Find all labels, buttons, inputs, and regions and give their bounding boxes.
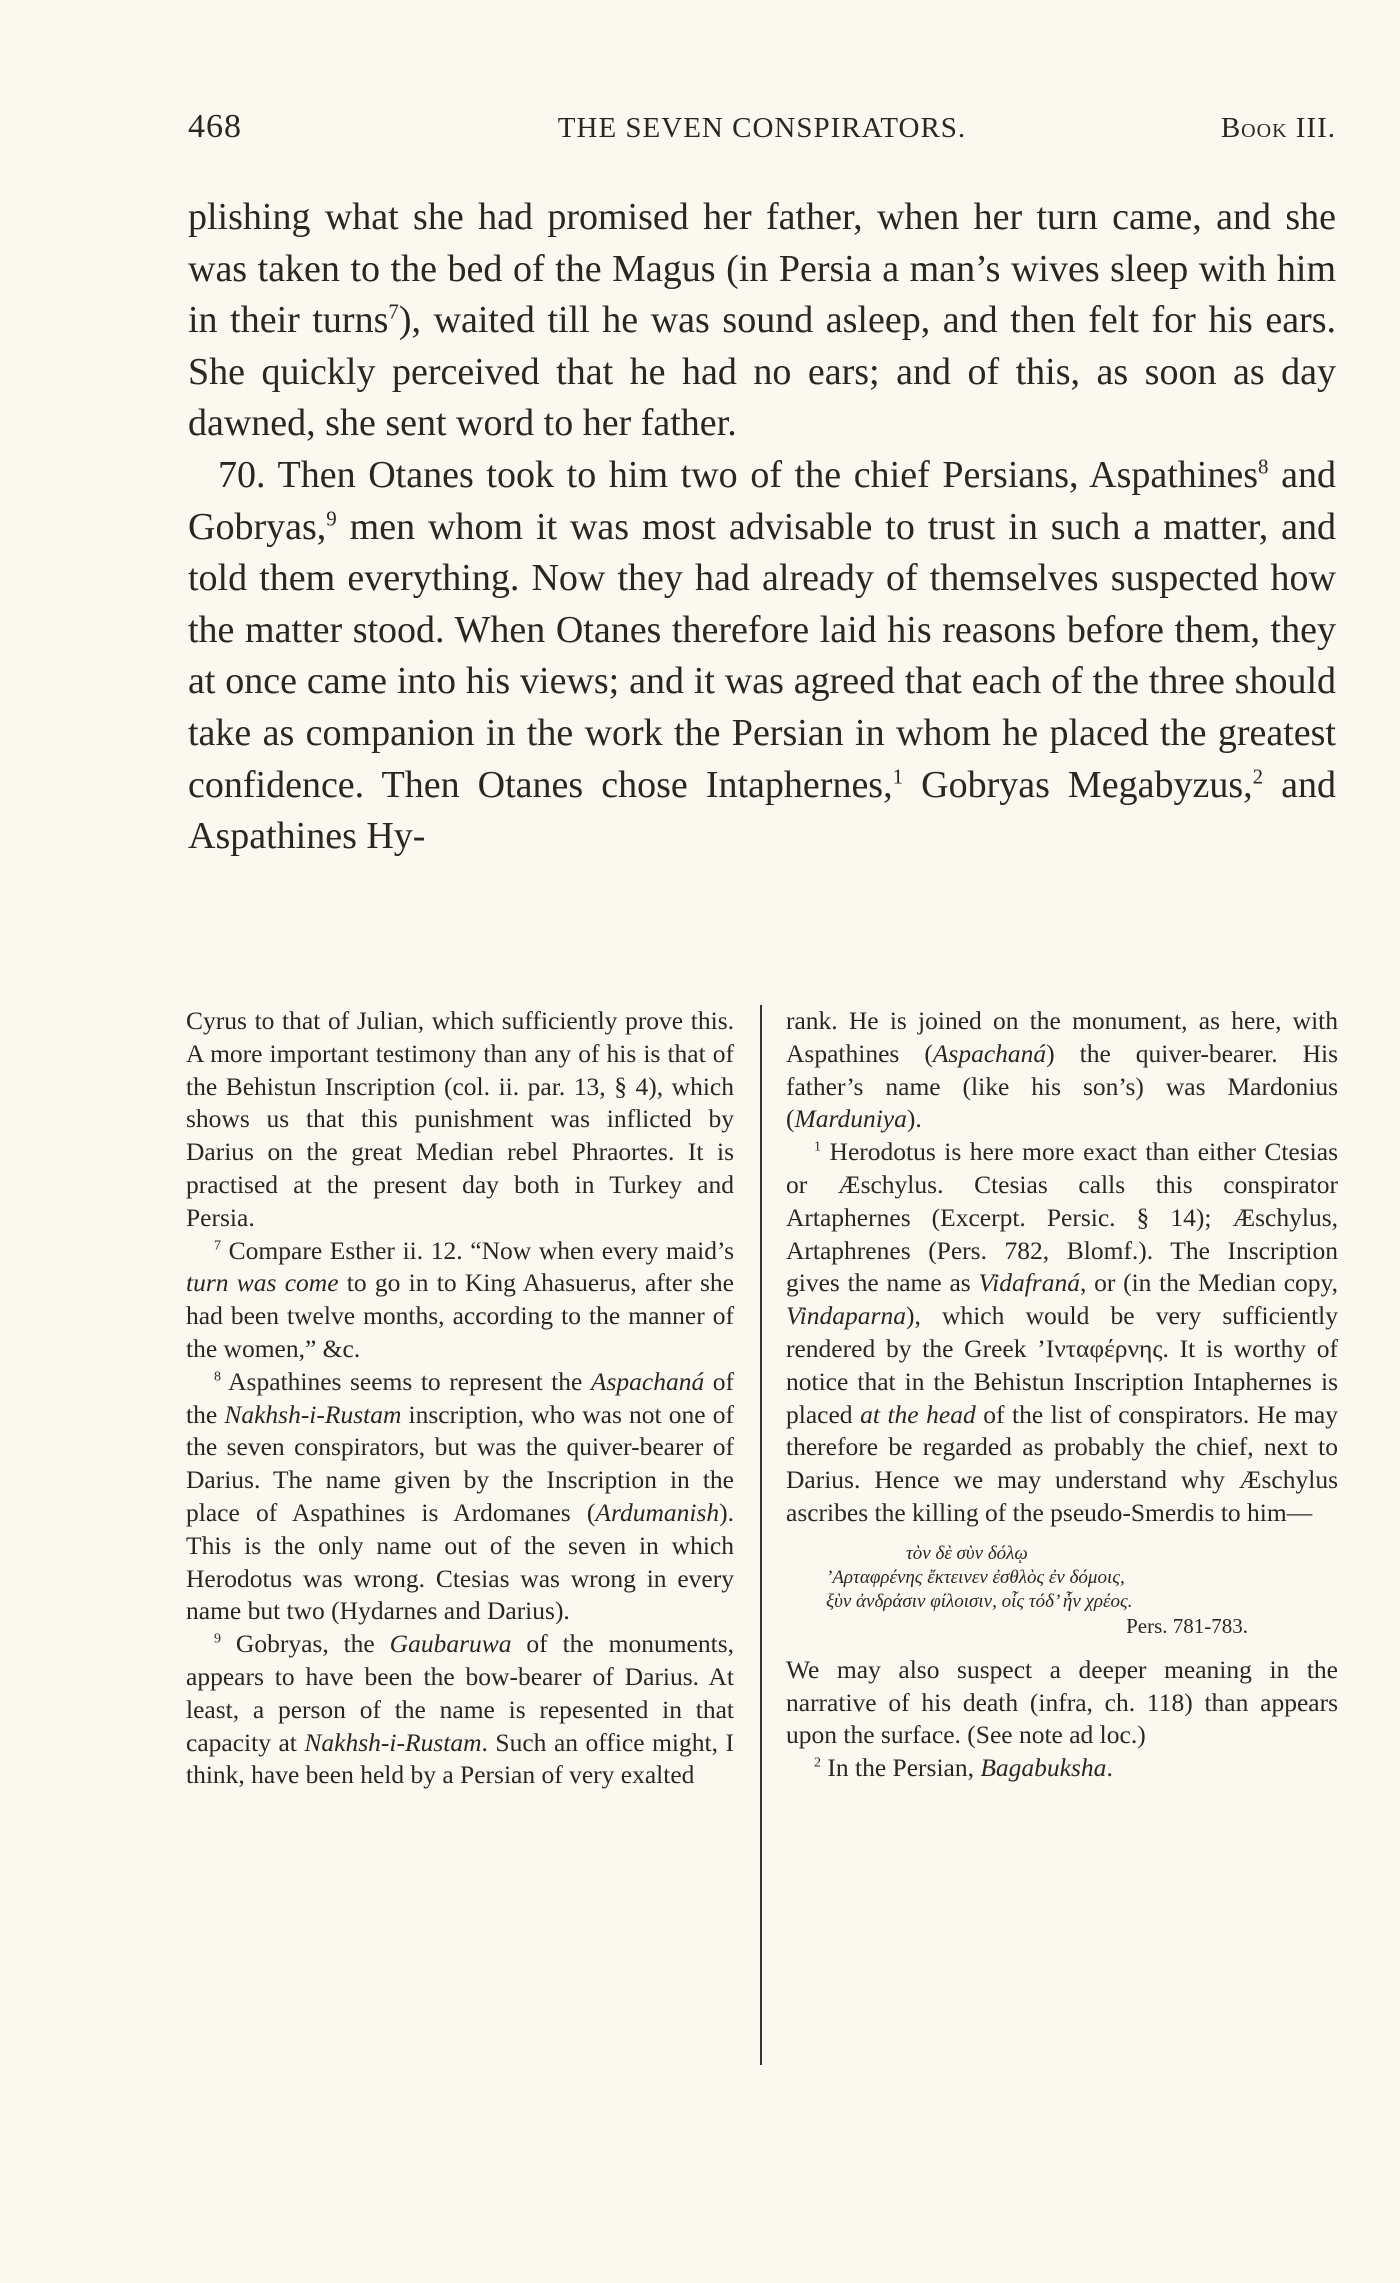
book-label: Book III. — [1220, 112, 1336, 144]
footnotes-left-column — [186, 1005, 734, 1792]
running-title: THE SEVEN CONSPIRATORS. — [557, 112, 967, 144]
footnote-ref-9: 9 — [326, 505, 337, 530]
footnotes-right-column — [786, 1005, 1338, 1785]
running-header — [188, 108, 1336, 152]
footnote-1: $^1$ Herodotus is here more exact than either Ctesias or Æschylus. Ctesias calls this conspirator Artaphernes (Excerpt. Persic. § 14); Æschylus, Artaphrenes (Pers. 782, Blomf.). The Inscription gives the name as Vidafraná, or (in the Median copy, Vindaparna), which would be very sufficiently rendered by the Greek ’Ινταφέρνης. It is worthy of notice that in the Behistun Inscription Intaphernes is placed at the head of the list of conspirators. He may therefore be regarded as probably the chief, next to Darius. Hence we may understand why Æschylus ascribes the killing of the pseudo-Smerdis to him— — [786, 1137, 1338, 1527]
footnotes — [186, 1005, 1338, 2065]
footnote-9: $^9$ Gobryas, the Gaubaruwa of the monuments, appears to have been the bow-bearer of Darius. At least, a person of the name is repesented in that capacity at Nakhsh-i-Rustam. Such an office might, I think, have been held by a Persian of very exalted — [186, 1629, 734, 1790]
greek-line-2: ’Αρταφρένης ἔκτεινεν ἐσθλὸς ἐν δόμοις, — [826, 1566, 1125, 1588]
footnote-2: $^2$ In the Persian, Bagabuksha. — [814, 1753, 1113, 1783]
paragraph-70: 70. Then Otanes took to him two of the chief Persians, Aspathines$^8$ and Gobryas,$^9$ men whom it was most advisable to trust in such a matter, and told them everything. Now they had already of themselves suspected how the matter stood. When Otanes therefore laid his reasons before them, they at once came into his views; and it was agreed that each of the three should take as companion in the work the Persian in whom he placed the greatest confidence. Then Otanes chose Intaphernes,$^1$ Gobryas Megabyzus,$^2$ and Aspathines Hy- — [188, 453, 1336, 858]
footnote-ref-8: 8 — [1258, 454, 1269, 479]
greek-line-3: ξὺν ἀνδράσιν φίλοισιν, οἷς τόδ’ ἦν χρέος. — [826, 1590, 1133, 1612]
page-number: 468 — [188, 108, 242, 145]
footnote-7: $^7$ Compare Esther ii. 12. “Now when every maid’s turn was come to go in to King Ahasuerus, after she had been twelve months, according to the manner of the women,” &c. — [186, 1235, 734, 1363]
greek-quotation — [826, 1542, 1338, 1638]
footnote-9-continued: rank. He is joined on the monument, as here, with Aspathines (Aspachaná) the quiver-bearer. His father’s name (like his son’s) was Mardonius (Marduniya). — [786, 1006, 1338, 1134]
column-divider — [760, 1005, 762, 2065]
main-text — [188, 192, 1336, 863]
footnote-continued: Cyrus to that of Julian, which sufficiently prove this. A more important testimony than any of his is that of the Behistun Inscription (col. ii. par. 13, § 4), which shows us that this punishment was inflicted by Darius on the great Median rebel Phraortes. It is practised at the present day both in Turkey and Persia. — [186, 1006, 734, 1232]
footnote-ref-7: 7 — [388, 299, 399, 324]
paragraph-continued: plishing what she had promised her father, when her turn came, and she was taken to the bed of the Magus (in Persia a man’s wives sleep with him in their turns$^7$), waited till he was sound asleep, and then felt for his ears. She quickly perceived that he had no ears; and of this, as soon as day dawned, she sent word to her father. — [188, 196, 1336, 445]
greek-line-1: τὸν δὲ σὺν δόλῳ — [906, 1542, 1028, 1564]
footnote-ref-2: 2 — [1252, 763, 1264, 788]
greek-citation: Pers. 781-783. — [1126, 1613, 1248, 1638]
footnote-ref-1: 1 — [892, 763, 904, 788]
footnote-8: $^8$ Aspathines seems to represent the Aspachaná of the Nakhsh-i-Rustam inscription, who was not one of the seven conspirators, but was the quiver-bearer of Darius. The name given by the Inscription in the place of Aspathines is Ardomanes (Ardumanish). This is the only name out of the seven in which Herodotus was wrong. Ctesias was wrong in every name but two (Hydarnes and Darius). — [186, 1366, 734, 1626]
footnote-1-after: We may also suspect a deeper meaning in the narrative of his death (infra, ch. 118) than appears upon the surface. (See note ad loc.) — [786, 1654, 1338, 1750]
